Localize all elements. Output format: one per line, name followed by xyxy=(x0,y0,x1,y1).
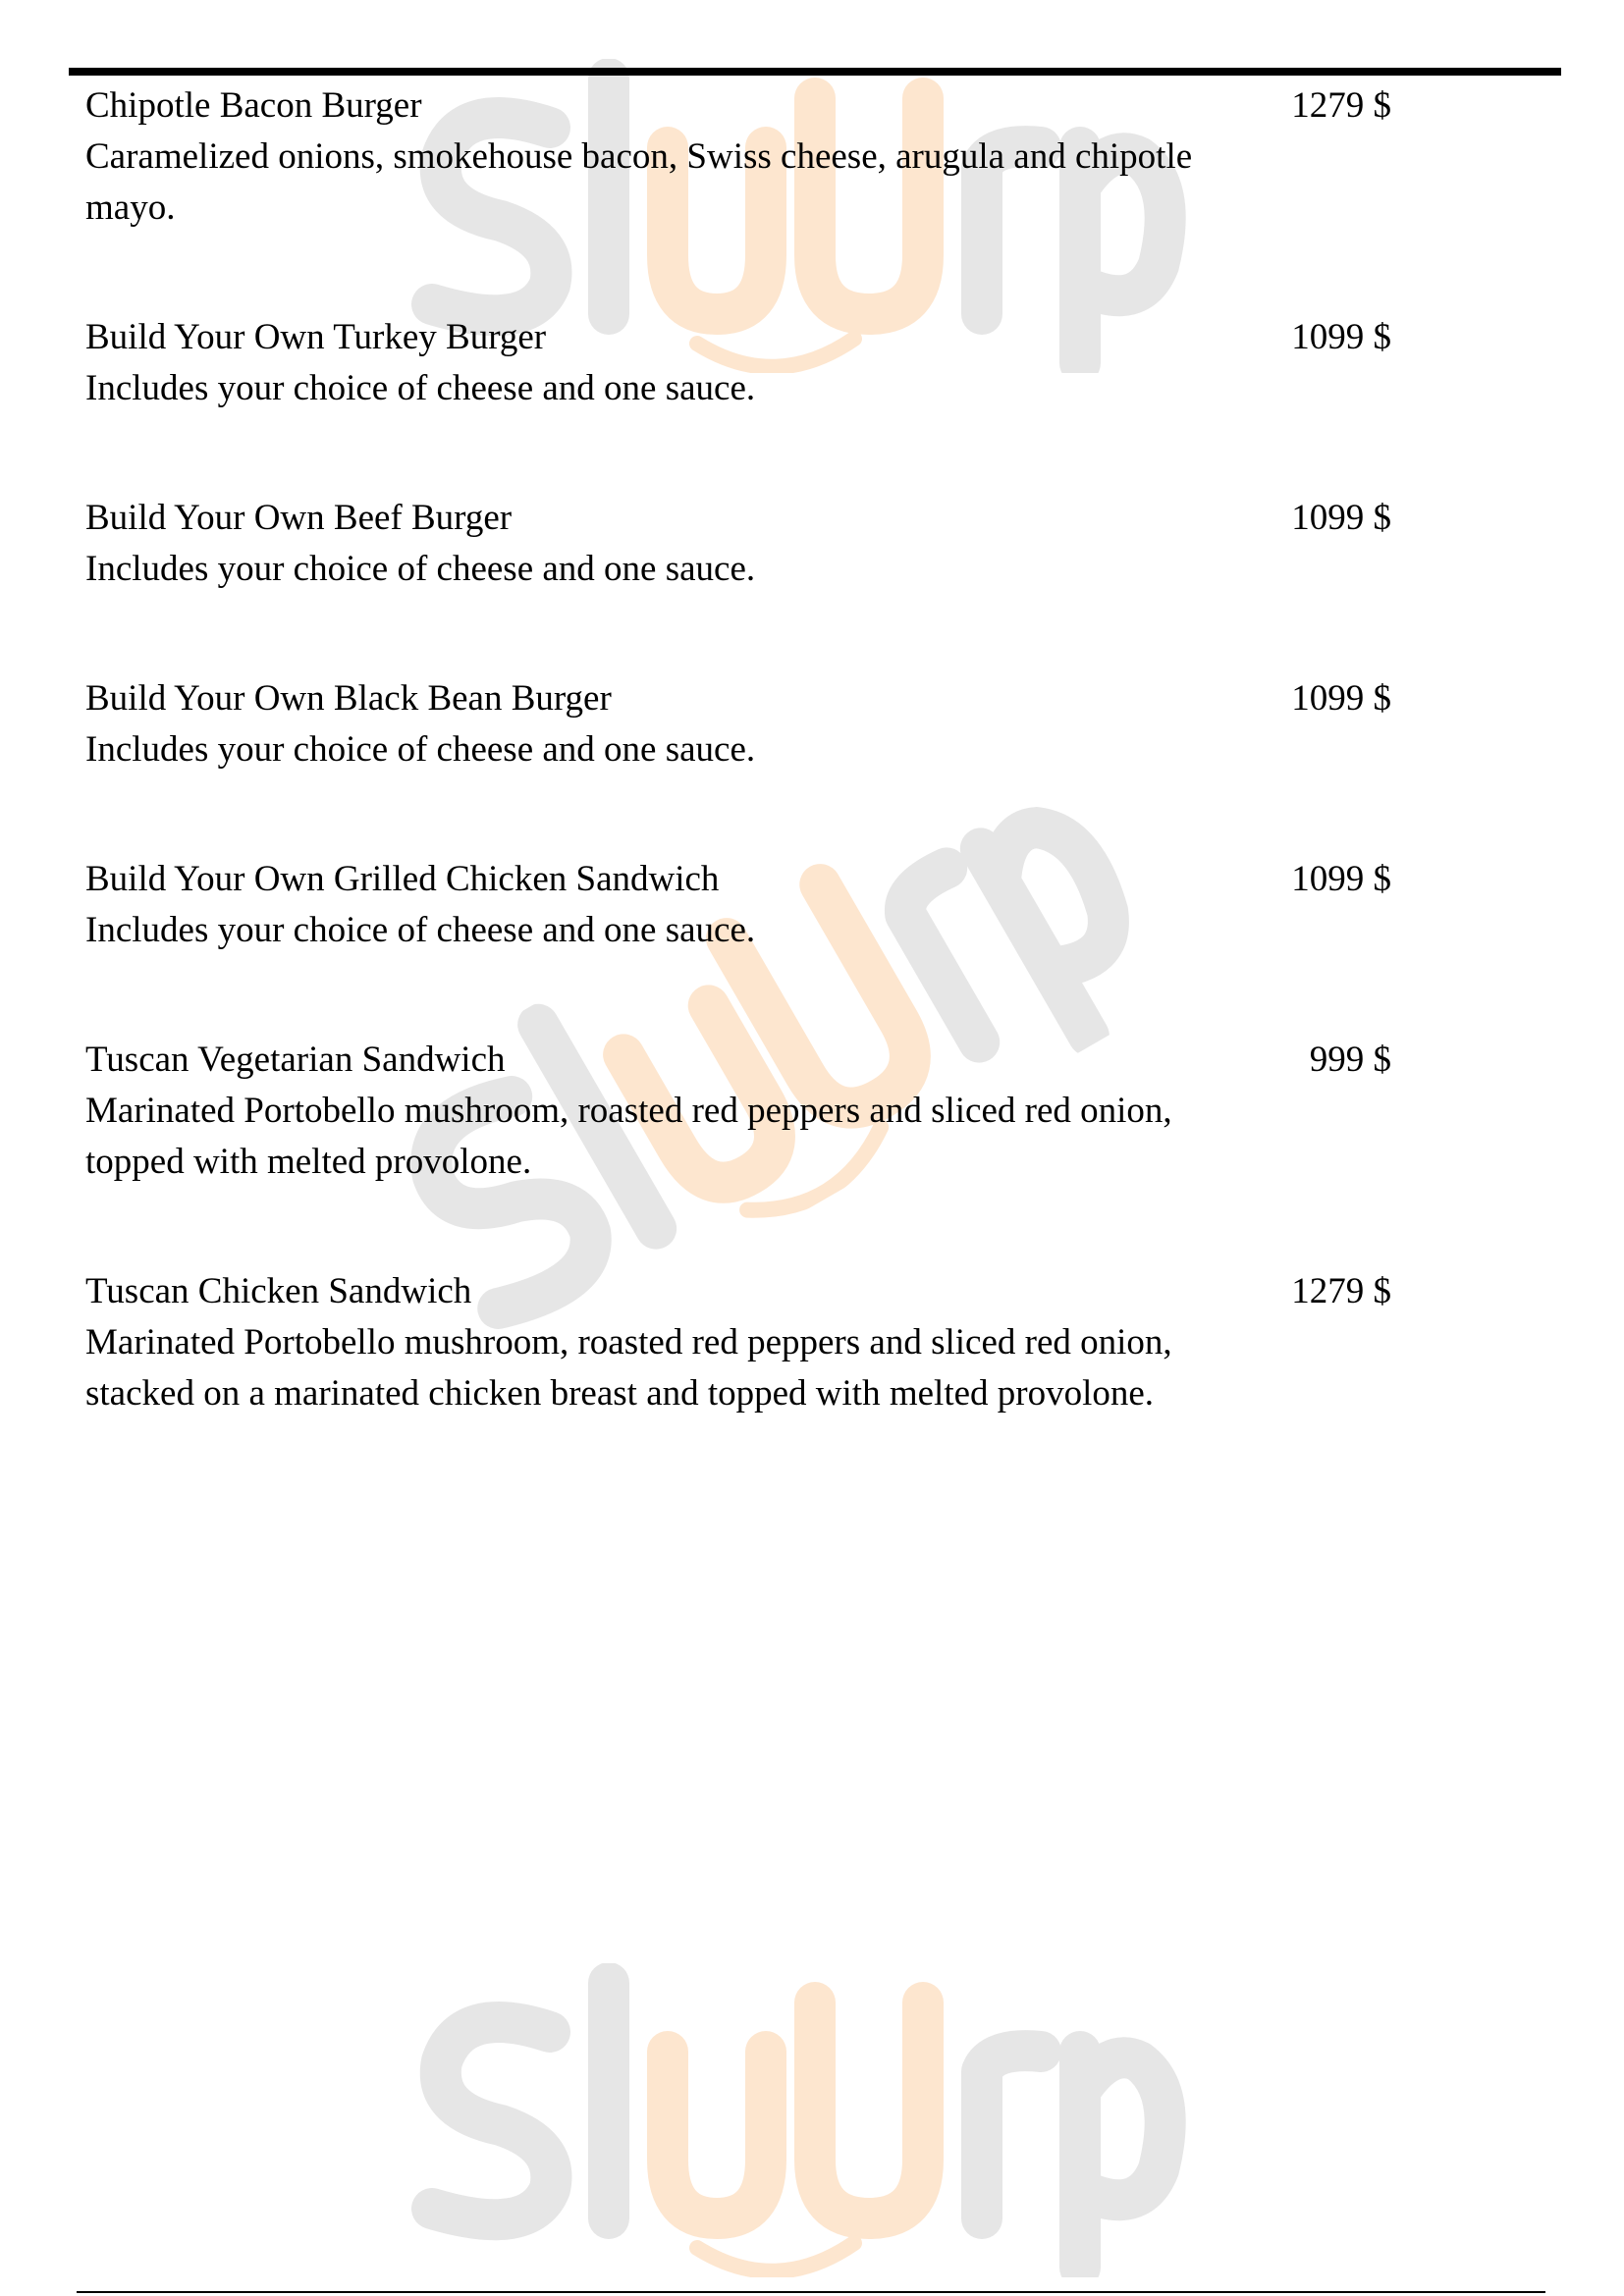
item-price: 1099 $ xyxy=(1291,859,1391,899)
item-text xyxy=(85,1266,1244,1419)
item-price: 1099 $ xyxy=(1291,498,1391,538)
item-price: 1099 $ xyxy=(1291,678,1391,719)
bottom-rule xyxy=(77,2291,1545,2293)
menu-list xyxy=(85,80,1391,1498)
item-description: Includes your choice of cheese and one sauce. xyxy=(85,549,756,589)
item-description: Includes your choice of cheese and one sauce. xyxy=(85,729,756,770)
item-text xyxy=(85,80,1244,234)
item-price: 1279 $ xyxy=(1291,1271,1391,1311)
item-name: Build Your Own Beef Burger xyxy=(85,498,513,538)
menu-item xyxy=(85,493,1391,595)
item-name: Tuscan Chicken Sandwich xyxy=(85,1271,472,1311)
item-name: Build Your Own Grilled Chicken Sandwich xyxy=(85,859,720,899)
item-text xyxy=(85,1035,1244,1188)
item-price: 999 $ xyxy=(1309,1040,1391,1080)
item-text xyxy=(85,312,1244,414)
item-description: Marinated Portobello mushroom, roasted red peppers and sliced red onion, stacked on a marinated chicken breast and topped with melted provolone. xyxy=(85,1322,1172,1414)
item-price: 1099 $ xyxy=(1291,317,1391,357)
menu-item xyxy=(85,673,1391,775)
item-text xyxy=(85,493,1244,595)
item-description: Caramelized onions, smokehouse bacon, Swiss cheese, arugula and chipotle mayo. xyxy=(85,136,1193,228)
item-description: Includes your choice of cheese and one sauce. xyxy=(85,368,756,408)
menu-item xyxy=(85,80,1391,234)
item-name: Build Your Own Black Bean Burger xyxy=(85,678,612,719)
menu-item xyxy=(85,854,1391,956)
item-text xyxy=(85,854,1244,956)
item-name: Tuscan Vegetarian Sandwich xyxy=(85,1040,506,1080)
sluurpy-watermark-bottom xyxy=(403,1963,1227,2277)
menu-item xyxy=(85,1266,1391,1419)
item-description: Marinated Portobello mushroom, roasted red peppers and sliced red onion, topped with melted provolone. xyxy=(85,1091,1172,1182)
menu-item xyxy=(85,1035,1391,1188)
menu-item xyxy=(85,312,1391,414)
top-rule xyxy=(69,68,1561,76)
item-price: 1279 $ xyxy=(1291,85,1391,126)
item-text xyxy=(85,673,1244,775)
item-description: Includes your choice of cheese and one sauce. xyxy=(85,910,756,950)
item-name: Chipotle Bacon Burger xyxy=(85,85,422,126)
item-name: Build Your Own Turkey Burger xyxy=(85,317,547,357)
